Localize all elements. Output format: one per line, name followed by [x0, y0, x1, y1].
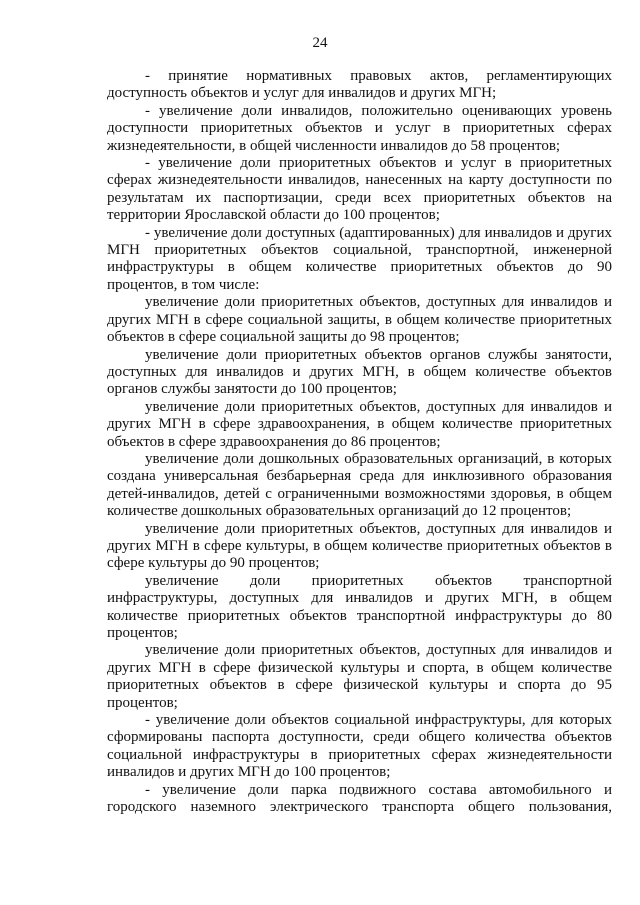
paragraph: - увеличение доли парка подвижного состава автомобильного и городского наземного электрического транспорта общего пользования,: [107, 781, 612, 816]
paragraph: - увеличение доли доступных (адаптированных) для инвалидов и других МГН приоритетных объектов социальной, транспортной, инженерной инфраструктуры в общем количестве приоритетных объектов до 90 процентов, в том числе:: [107, 224, 612, 293]
paragraph: увеличение доли приоритетных объектов, доступных для инвалидов и других МГН в сфере физической культуры и спорта, в общем количестве приоритетных объектов в сфере физической культуры и спорта до 95 процентов;: [107, 642, 612, 711]
page-number: 24: [312, 35, 328, 51]
paragraph: - принятие нормативных правовых актов, регламентирующих доступность объектов и услуг для инвалидов и других МГН;: [107, 68, 612, 102]
paragraph: увеличение доли приоритетных объектов, доступных для инвалидов и других МГН в сфере здравоохранения, в общем количестве приоритетных объектов в сфере здравоохранения до 86 процентов;: [107, 398, 612, 450]
paragraph: - увеличение доли инвалидов, положительно оценивающих уровень доступности приоритетных объектов и услуг в приоритетных сферах жизнедеятельности, в общей численности инвалидов до 58 процентов;: [107, 102, 612, 154]
body-text: [107, 68, 612, 816]
paragraph: увеличение доли приоритетных объектов транспортной инфраструктуры, доступных для инвалидов и других МГН, в общем количестве приоритетных объектов транспортной инфраструктуры до 80 процентов;: [107, 572, 612, 641]
paragraph: увеличение доли дошкольных образовательных организаций, в которых создана универсальная безбарьерная среда для инклюзивного образования детей-инвалидов, детей с ограниченными возможностями здоровья, в общем количестве дошкольных образовательных организаций до 12 процентов;: [107, 450, 612, 520]
paragraph: - увеличение доли объектов социальной инфраструктуры, для которых сформированы паспорта доступности, среди общего количества объектов социальной инфраструктуры в приоритетных сферах жизнедеятельности инвалидов и других МГН до 100 процентов;: [107, 712, 612, 781]
paragraph: - увеличение доли приоритетных объектов и услуг в приоритетных сферах жизнедеятельности инвалидов, нанесенных на карту доступности по результатам их паспортизации, среди всех приоритетных объектов на территории Ярославской области до 100 процентов;: [107, 155, 612, 224]
paragraph: увеличение доли приоритетных объектов, доступных для инвалидов и других МГН в сфере социальной защиты, в общем количестве приоритетных объектов в сфере социальной защиты до 98 процентов;: [107, 294, 612, 346]
paragraph: увеличение доли приоритетных объектов, доступных для инвалидов и других МГН в сфере культуры, в общем количестве приоритетных объектов в сфере культуры до 90 процентов;: [107, 520, 612, 572]
paragraph: увеличение доли приоритетных объектов органов службы занятости, доступных для инвалидов и других МГН, в общем количестве объектов органов службы занятости до 100 процентов;: [107, 346, 612, 398]
